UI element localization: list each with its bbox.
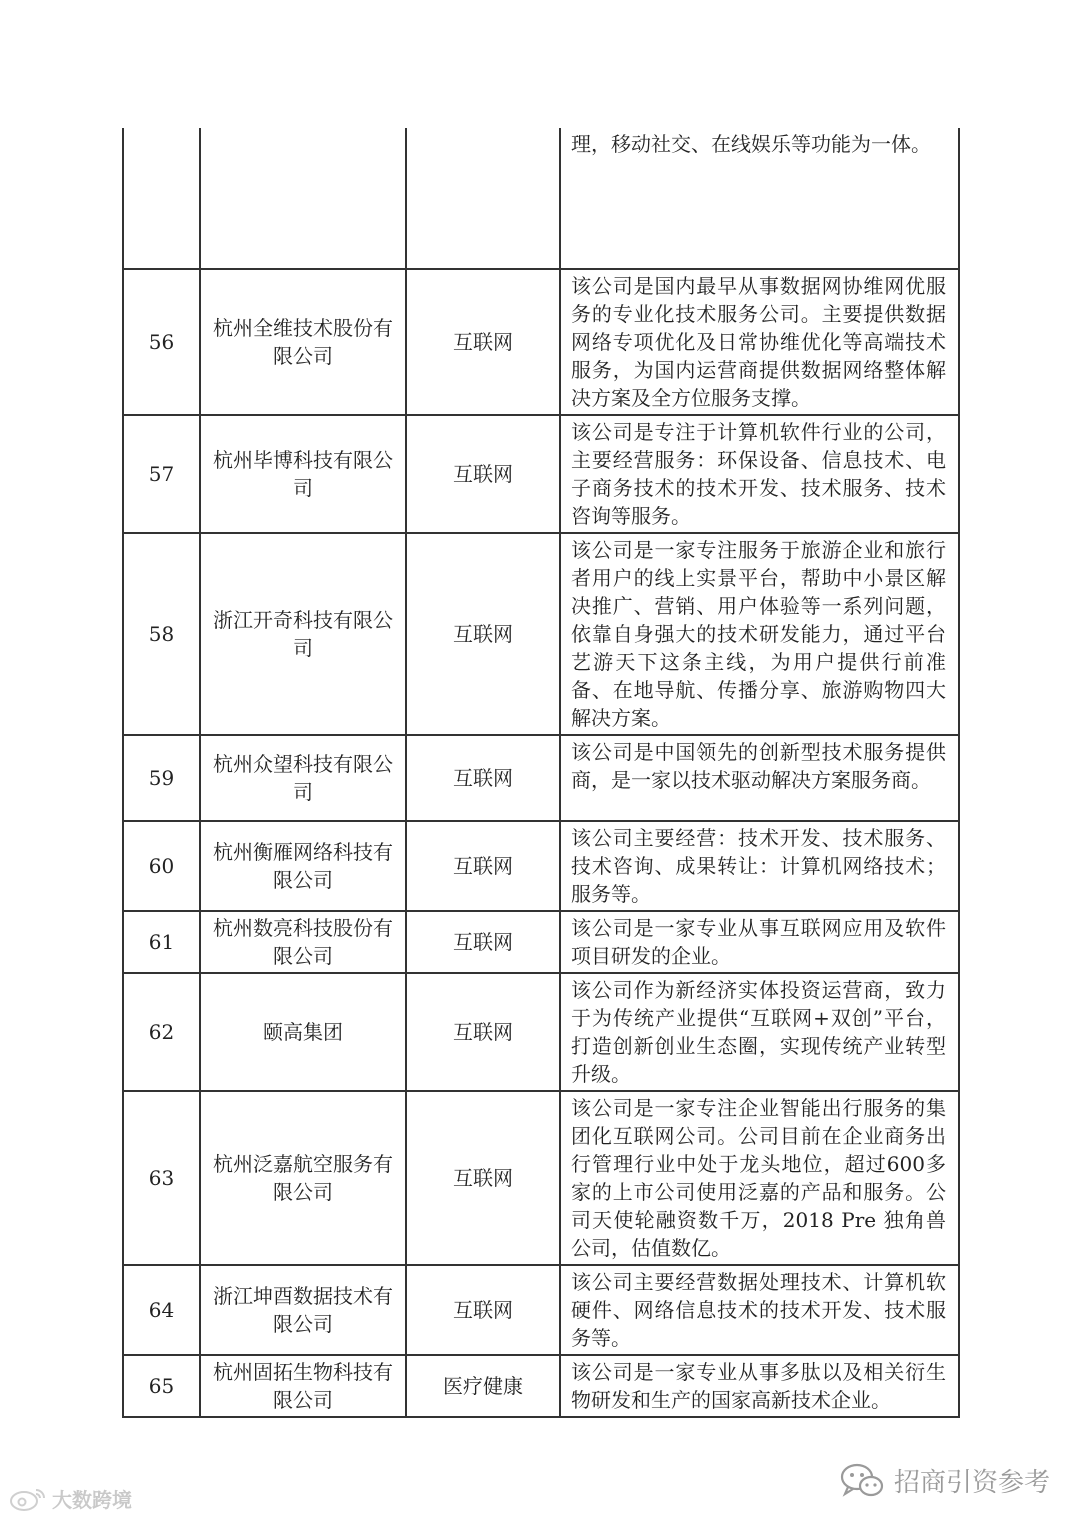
company-name: 杭州全维技术股份有限公司 (200, 269, 406, 415)
table-row (123, 415, 959, 533)
company-name: 杭州泛嘉航空服务有限公司 (200, 1091, 406, 1265)
industry (406, 128, 560, 269)
description: 该公司是一家专业从事互联网应用及软件项目研发的企业。 (560, 911, 959, 973)
row-number: 59 (123, 735, 200, 821)
company-name: 浙江开奇科技有限公司 (200, 533, 406, 735)
industry: 互联网 (406, 533, 560, 735)
table-row (123, 911, 959, 973)
company-name: 浙江坤酉数据技术有限公司 (200, 1265, 406, 1355)
watermark-left-text: 大数跨境 (52, 1488, 132, 1512)
row-number: 60 (123, 821, 200, 911)
industry: 互联网 (406, 735, 560, 821)
company-name (200, 128, 406, 269)
watermark-left (8, 1484, 132, 1513)
industry: 互联网 (406, 973, 560, 1091)
industry: 互联网 (406, 1265, 560, 1355)
description: 该公司作为新经济实体投资运营商，致力于为传统产业提供“互联网+双创”平台，打造创新创业生态圈，实现传统产业转型升级。 (560, 973, 959, 1091)
row-number: 62 (123, 973, 200, 1091)
company-name: 杭州数亮科技股份有限公司 (200, 911, 406, 973)
description: 该公司是国内最早从事数据网协维网优服务的专业化技术服务公司。主要提供数据网络专项优化及日常协维优化等高端技术服务，为国内运营商提供数据网络整体解决方案及全方位服务支撑。 (560, 269, 959, 415)
table-row (123, 1355, 959, 1417)
industry: 互联网 (406, 821, 560, 911)
row-number (123, 128, 200, 269)
table-row (123, 821, 959, 911)
description: 该公司是专注于计算机软件行业的公司，主要经营服务：环保设备、信息技术、电子商务技术的技术开发、技术服务、技术咨询等服务。 (560, 415, 959, 533)
watermark-right-text: 招商引资参考 (893, 1468, 1050, 1498)
table-row (123, 735, 959, 821)
table-row (123, 533, 959, 735)
weibo-icon (8, 1486, 48, 1512)
industry: 互联网 (406, 269, 560, 415)
row-number: 57 (123, 415, 200, 533)
wechat-icon (840, 1463, 884, 1499)
table-row (123, 128, 959, 269)
row-number: 56 (123, 269, 200, 415)
row-number: 65 (123, 1355, 200, 1417)
description: 该公司是一家专注服务于旅游企业和旅行者用户的线上实景平台，帮助中小景区解决推广、营销、用户体验等一系列问题，依靠自身强大的技术研发能力，通过平台艺游天下这条主线，为用户提供行前准备、在地导航、传播分享、旅游购物四大解决方案。 (560, 533, 959, 735)
row-number: 61 (123, 911, 200, 973)
company-name: 杭州固拓生物科技有限公司 (200, 1355, 406, 1417)
watermark-right (840, 1462, 1050, 1499)
description: 理，移动社交、在线娱乐等功能为一体。 (560, 128, 959, 269)
description: 该公司是一家专业从事多肽以及相关衍生物研发和生产的国家高新技术企业。 (560, 1355, 959, 1417)
company-name: 杭州毕博科技有限公司 (200, 415, 406, 533)
row-number: 63 (123, 1091, 200, 1265)
industry: 互联网 (406, 415, 560, 533)
description: 该公司主要经营数据处理技术、计算机软硬件、网络信息技术的技术开发、技术服务等。 (560, 1265, 959, 1355)
industry: 医疗健康 (406, 1355, 560, 1417)
table-row (123, 973, 959, 1091)
company-name: 杭州众望科技有限公司 (200, 735, 406, 821)
table-row (123, 1265, 959, 1355)
table-row (123, 1091, 959, 1265)
row-number: 64 (123, 1265, 200, 1355)
table-row (123, 269, 959, 415)
company-table (122, 128, 960, 1418)
industry: 互联网 (406, 1091, 560, 1265)
industry: 互联网 (406, 911, 560, 973)
company-name: 杭州衡雁网络科技有限公司 (200, 821, 406, 911)
company-name: 颐高集团 (200, 973, 406, 1091)
description: 该公司主要经营：技术开发、技术服务、技术咨询、成果转让：计算机网络技术；服务等。 (560, 821, 959, 911)
row-number: 58 (123, 533, 200, 735)
description: 该公司是中国领先的创新型技术服务提供商，是一家以技术驱动解决方案服务商。 (560, 735, 959, 821)
description: 该公司是一家专注企业智能出行服务的集团化互联网公司。公司目前在企业商务出行管理行业中处于龙头地位，超过600多家的上市公司使用泛嘉的产品和服务。公司天使轮融资数千万，2018 Pre 独角兽公司，估值数亿。 (560, 1091, 959, 1265)
